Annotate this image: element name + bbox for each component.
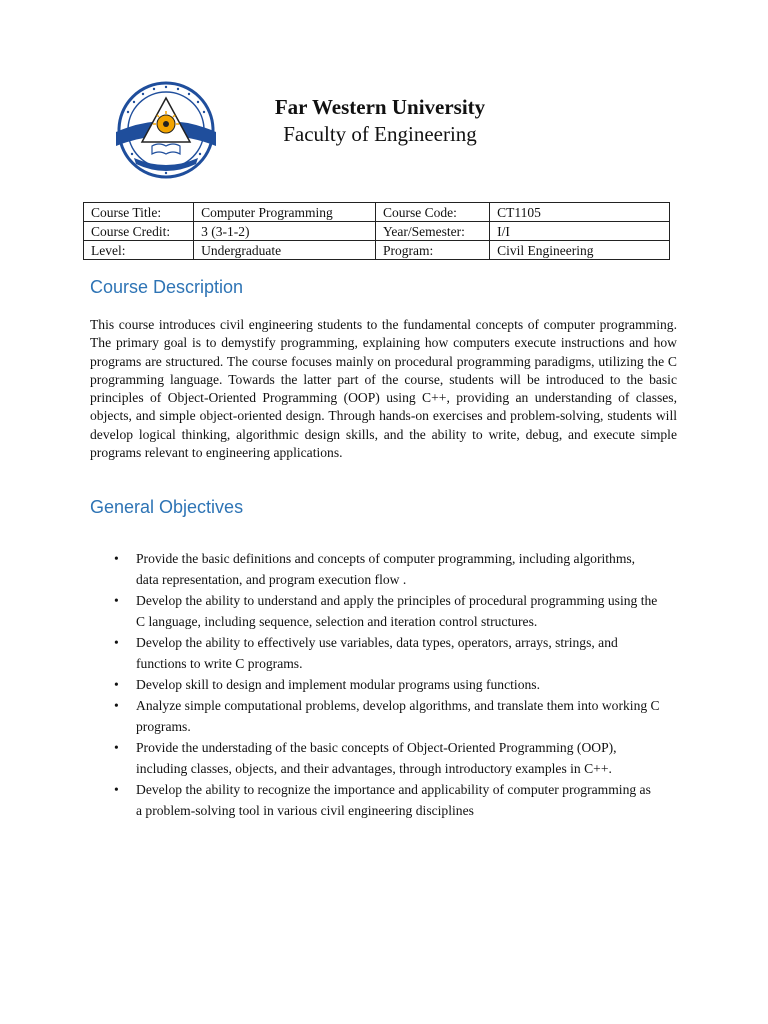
objective-text: Develop the ability to understand and apply the principles of procedural programming using the C language, including sequence, selection and iteration control structures. (136, 593, 658, 629)
table-row (84, 203, 670, 222)
bullet-icon: • (114, 782, 119, 797)
table-cell: Year/Semester: (375, 222, 489, 241)
list-item (90, 632, 660, 674)
course-description-text: This course introduces civil engineering students to the fundamental concepts of computer programming. The primary goal is to demystify programming, explaining how computers execute instructions and how programs are structured. The course focuses mainly on procedural programming paradigms, utilizing the C programming language. Towards the latter part of the course, students will be introduced to the basic principles of Object-Oriented Programming (OOP) using C++, providing an understanding of classes, objects, and simple object-oriented design. Through hands-on exercises and problem-solving, students will develop logical thinking, algorithmic design skills, and the ability to write, debug, and execute simple programs relevant to engineering applications. (90, 317, 677, 461)
course-description-heading: Course Description (90, 277, 244, 297)
objective-text: Develop skill to design and implement modular programs using functions. (136, 677, 540, 692)
objective-text: Analyze simple computational problems, develop algorithms, and translate them into working C programs. (136, 698, 660, 734)
table-cell: CT1105 (490, 203, 670, 222)
course-info-table (83, 202, 670, 260)
list-item (90, 737, 660, 779)
objective-text: Provide the understading of the basic concepts of Object-Oriented Programming (OOP), including classes, objects, and their advantages, through introductory examples in C++. (136, 740, 617, 776)
list-item (90, 779, 660, 821)
table-cell: I/I (490, 222, 670, 241)
objective-text: Provide the basic definitions and concepts of computer programming, including algorithms, data representation, and program execution flow . (136, 551, 636, 587)
objectives-list (90, 548, 660, 821)
bullet-icon: • (114, 677, 119, 692)
objective-text: Develop the ability to effectively use variables, data types, operators, arrays, strings, and functions to write C programs. (136, 635, 618, 671)
university-logo (112, 80, 220, 180)
list-item (90, 548, 660, 590)
table-cell: Course Code: (375, 203, 489, 222)
table-cell: Undergraduate (194, 241, 376, 260)
bullet-icon: • (114, 698, 119, 713)
bullet-icon: • (114, 551, 119, 566)
bullet-icon: • (114, 593, 119, 608)
document-header (230, 94, 530, 148)
table-cell: Civil Engineering (490, 241, 670, 260)
list-item (90, 674, 660, 695)
table-row (84, 241, 670, 260)
bullet-icon: • (114, 740, 119, 755)
bullet-icon: • (114, 635, 119, 650)
table-cell: Course Credit: (84, 222, 194, 241)
table-cell: Computer Programming (194, 203, 376, 222)
objective-text: Develop the ability to recognize the importance and applicability of computer programming as a problem-solving tool in various civil engineering disciplines (136, 782, 651, 818)
table-cell: 3 (3-1-2) (194, 222, 376, 241)
table-cell: Level: (84, 241, 194, 260)
table-cell: Course Title: (84, 203, 194, 222)
list-item (90, 695, 660, 737)
university-name: Far Western University (274, 95, 486, 119)
list-item (90, 590, 660, 632)
general-objectives-heading: General Objectives (90, 497, 244, 517)
table-row (84, 222, 670, 241)
table-cell: Program: (375, 241, 489, 260)
faculty-name: Faculty of Engineering (283, 122, 477, 146)
